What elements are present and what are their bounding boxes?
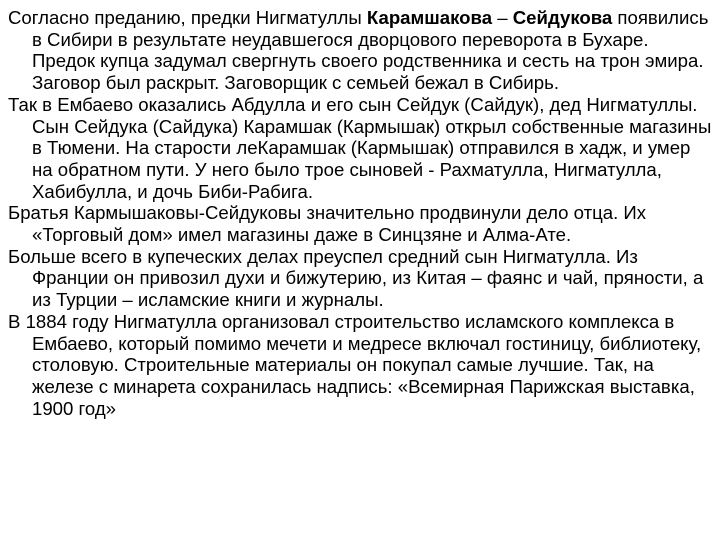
paragraph-1-rest: появились в Сибири в результате неудавшегося дворцового переворота в Бухаре. Предок купца задумал свергнуть своего родственника и сесть на трон эмира. Заговор был раскрыт. Заговорщик с семьей бежал в Сибирь.	[32, 7, 709, 94]
paragraph-5: В 1884 году Нигматулла организовал строительство исламского комплекса в Ембаево, который помимо мечети и медресе включал гостиницу, библиотеку, столовую. Строительные материалы он покупал самые лучшие. Так, на железе с минарета сохранилась надпись: «Всемирная Парижская выставка, 1900 год»	[8, 310, 702, 419]
surname-seydukov: Сейдукова	[512, 7, 613, 28]
paragraph-1-intro: Согласно преданию, предки Нигматуллы	[8, 7, 367, 28]
paragraph-3: Братья Кармышаковы-Сейдуковы значительно продвинули дело отца. Их «Торговый дом» имел магазины даже в Синцзяне и Алма-Ате.	[8, 202, 647, 246]
text-body	[8, 7, 713, 419]
paragraph-2: Так в Ембаево оказались Абдулла и его сын Сейдук (Сайдук), дед Нигматуллы. Сын Сейдука (Сайдука) Карамшак (Кармышак) открыл собственные магазины в Тюмени. На старости леКарамшак (Кармышак) отправился в хадж, и умер на обратном пути. У него было трое сыновей - Рахматулла, Нигматулла, Хабибулла, и дочь Биби-Рабига.	[8, 93, 712, 202]
paragraph-1	[8, 7, 713, 94]
surname-dash: –	[492, 7, 513, 28]
surname-karamshakov: Карамшакова	[366, 7, 493, 28]
paragraph-4: Больше всего в купеческих делах преуспел средний сын Нигматулла. Из Франции он привозил духи и бижутерию, из Китая – фаянс и чай, пряности, а из Турции – исламские книги и журналы.	[8, 245, 704, 311]
